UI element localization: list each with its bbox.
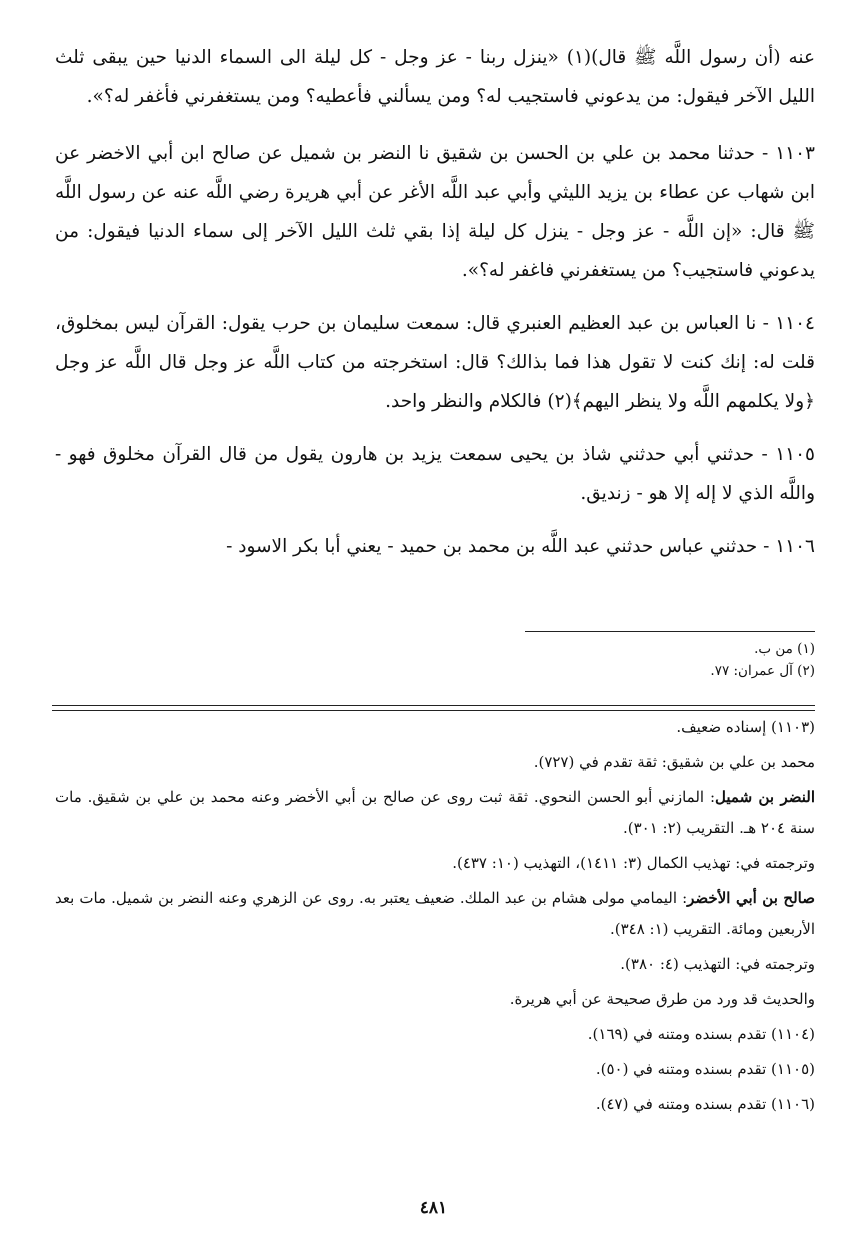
commentary-line-1104: (١١٠٤) تقدم بسنده ومتنه في (١٦٩). bbox=[587, 1025, 815, 1043]
paragraph-opening: عنه (أن رسول اللَّه ﷺ قال)(١) «ينزل ربنا - عز وجل - كل ليلة الى السماء الدنيا حين يبقى ثلث الليل الآخر فيقول: من يدعوني فاستجيب له؟ ومن يسألني فأعطيه؟ ومن يستغفرني فأغفر له؟». bbox=[55, 47, 816, 107]
footnote-1: (١) من ب. bbox=[754, 641, 815, 657]
paragraph-hadith-1104: ١١٠٤ - نا العباس بن عبد العظيم العنبري قال: سمعت سليمان بن حرب يقول: القرآن ليس بمخلوق، قلت له: إنك كنت لا تقول هذا فما بذالك؟ قال: استخرجته من كتاب اللَّه عز وجل قال اللَّه عز وجل ﴿ولا يكلمهم اللَّه ولا ينظر اليهم﴾(٢) فالكلام والنظر واحد. bbox=[55, 313, 815, 412]
paragraph-hadith-1106: ١١٠٦ - حدثني عباس حدثني عبد اللَّه بن محمد بن حميد - يعني أبا بكر الاسود - bbox=[226, 536, 815, 557]
commentary-line-narrator-1: محمد بن علي بن شقيق: ثقة تقدم في (٧٢٧). bbox=[533, 753, 815, 771]
footnote-2: (٢) آل عمران: ٧٧. bbox=[710, 663, 815, 679]
commentary-line-narrator-2 bbox=[55, 782, 815, 844]
commentary-section bbox=[55, 712, 815, 1124]
paragraph-hadith-1105: ١١٠٥ - حدثني أبي حدثني شاذ بن يحيى سمعت يزيد بن هارون يقول من قال القرآن مخلوق فهو - واللَّه الذي لا إله إلا هو - زنديق. bbox=[55, 444, 815, 504]
page-number: ٤٨١ bbox=[419, 1198, 448, 1218]
commentary-line-tarjama-1: وترجمته في: تهذيب الكمال (٣: ١٤١١)، التهذيب (١٠: ٤٣٧). bbox=[452, 854, 815, 872]
narrator-details-nadr: : المازني أبو الحسن النحوي. ثقة ثبت روى عن صالح بن أبي الأخضر وعنه محمد بن علي بن شقيق. مات سنة ٢٠٤ هـ. التقريب (٢: ٣٠١). bbox=[55, 788, 815, 837]
commentary-line-1106: (١١٠٦) تقدم بسنده ومتنه في (٤٧). bbox=[595, 1095, 815, 1113]
narrator-name-salih: صالح بن أبي الأخضر bbox=[687, 889, 815, 907]
narrator-details-salih: : اليمامي مولى هشام بن عبد الملك. ضعيف يعتبر به. روى عن الزهري وعنه النضر بن شميل. مات بعد الأربعين ومائة. التقريب (١: ٣٤٨). bbox=[55, 889, 815, 938]
commentary-line-isnad: (١١٠٣) إسناده ضعيف. bbox=[676, 718, 815, 736]
commentary-line-hadith-note: والحديث قد ورد من طرق صحيحة عن أبي هريرة. bbox=[509, 990, 815, 1008]
footnote-separator bbox=[525, 631, 815, 632]
commentary-line-1105: (١١٠٥) تقدم بسنده ومتنه في (٥٠). bbox=[595, 1060, 815, 1078]
paragraph-hadith-1103: ١١٠٣ - حدثنا محمد بن علي بن الحسن بن شقيق نا النضر بن شميل عن صالح ابن أبي الاخضر عن ابن شهاب عن عطاء بن يزيد الليثي وأبي عبد اللَّه الأغر عن أبي هريرة رضي اللَّه عنه عن رسول اللَّه ﷺ قال: «إن اللَّه - عز وجل - ينزل كل ليلة إذا بقي ثلث الليل الآخر إلى سماء الدنيا فيقول: من يدعوني فاستجيب؟ من يستغفرني فاغفر له؟». bbox=[55, 143, 815, 281]
commentary-divider bbox=[52, 705, 815, 711]
commentary-line-narrator-3 bbox=[55, 883, 815, 945]
narrator-name-nadr: النضر بن شميل bbox=[715, 788, 815, 806]
footnotes bbox=[55, 638, 815, 682]
commentary-line-tarjama-2: وترجمته في: التهذيب (٤: ٣٨٠). bbox=[620, 955, 815, 973]
main-text-body bbox=[55, 38, 815, 580]
